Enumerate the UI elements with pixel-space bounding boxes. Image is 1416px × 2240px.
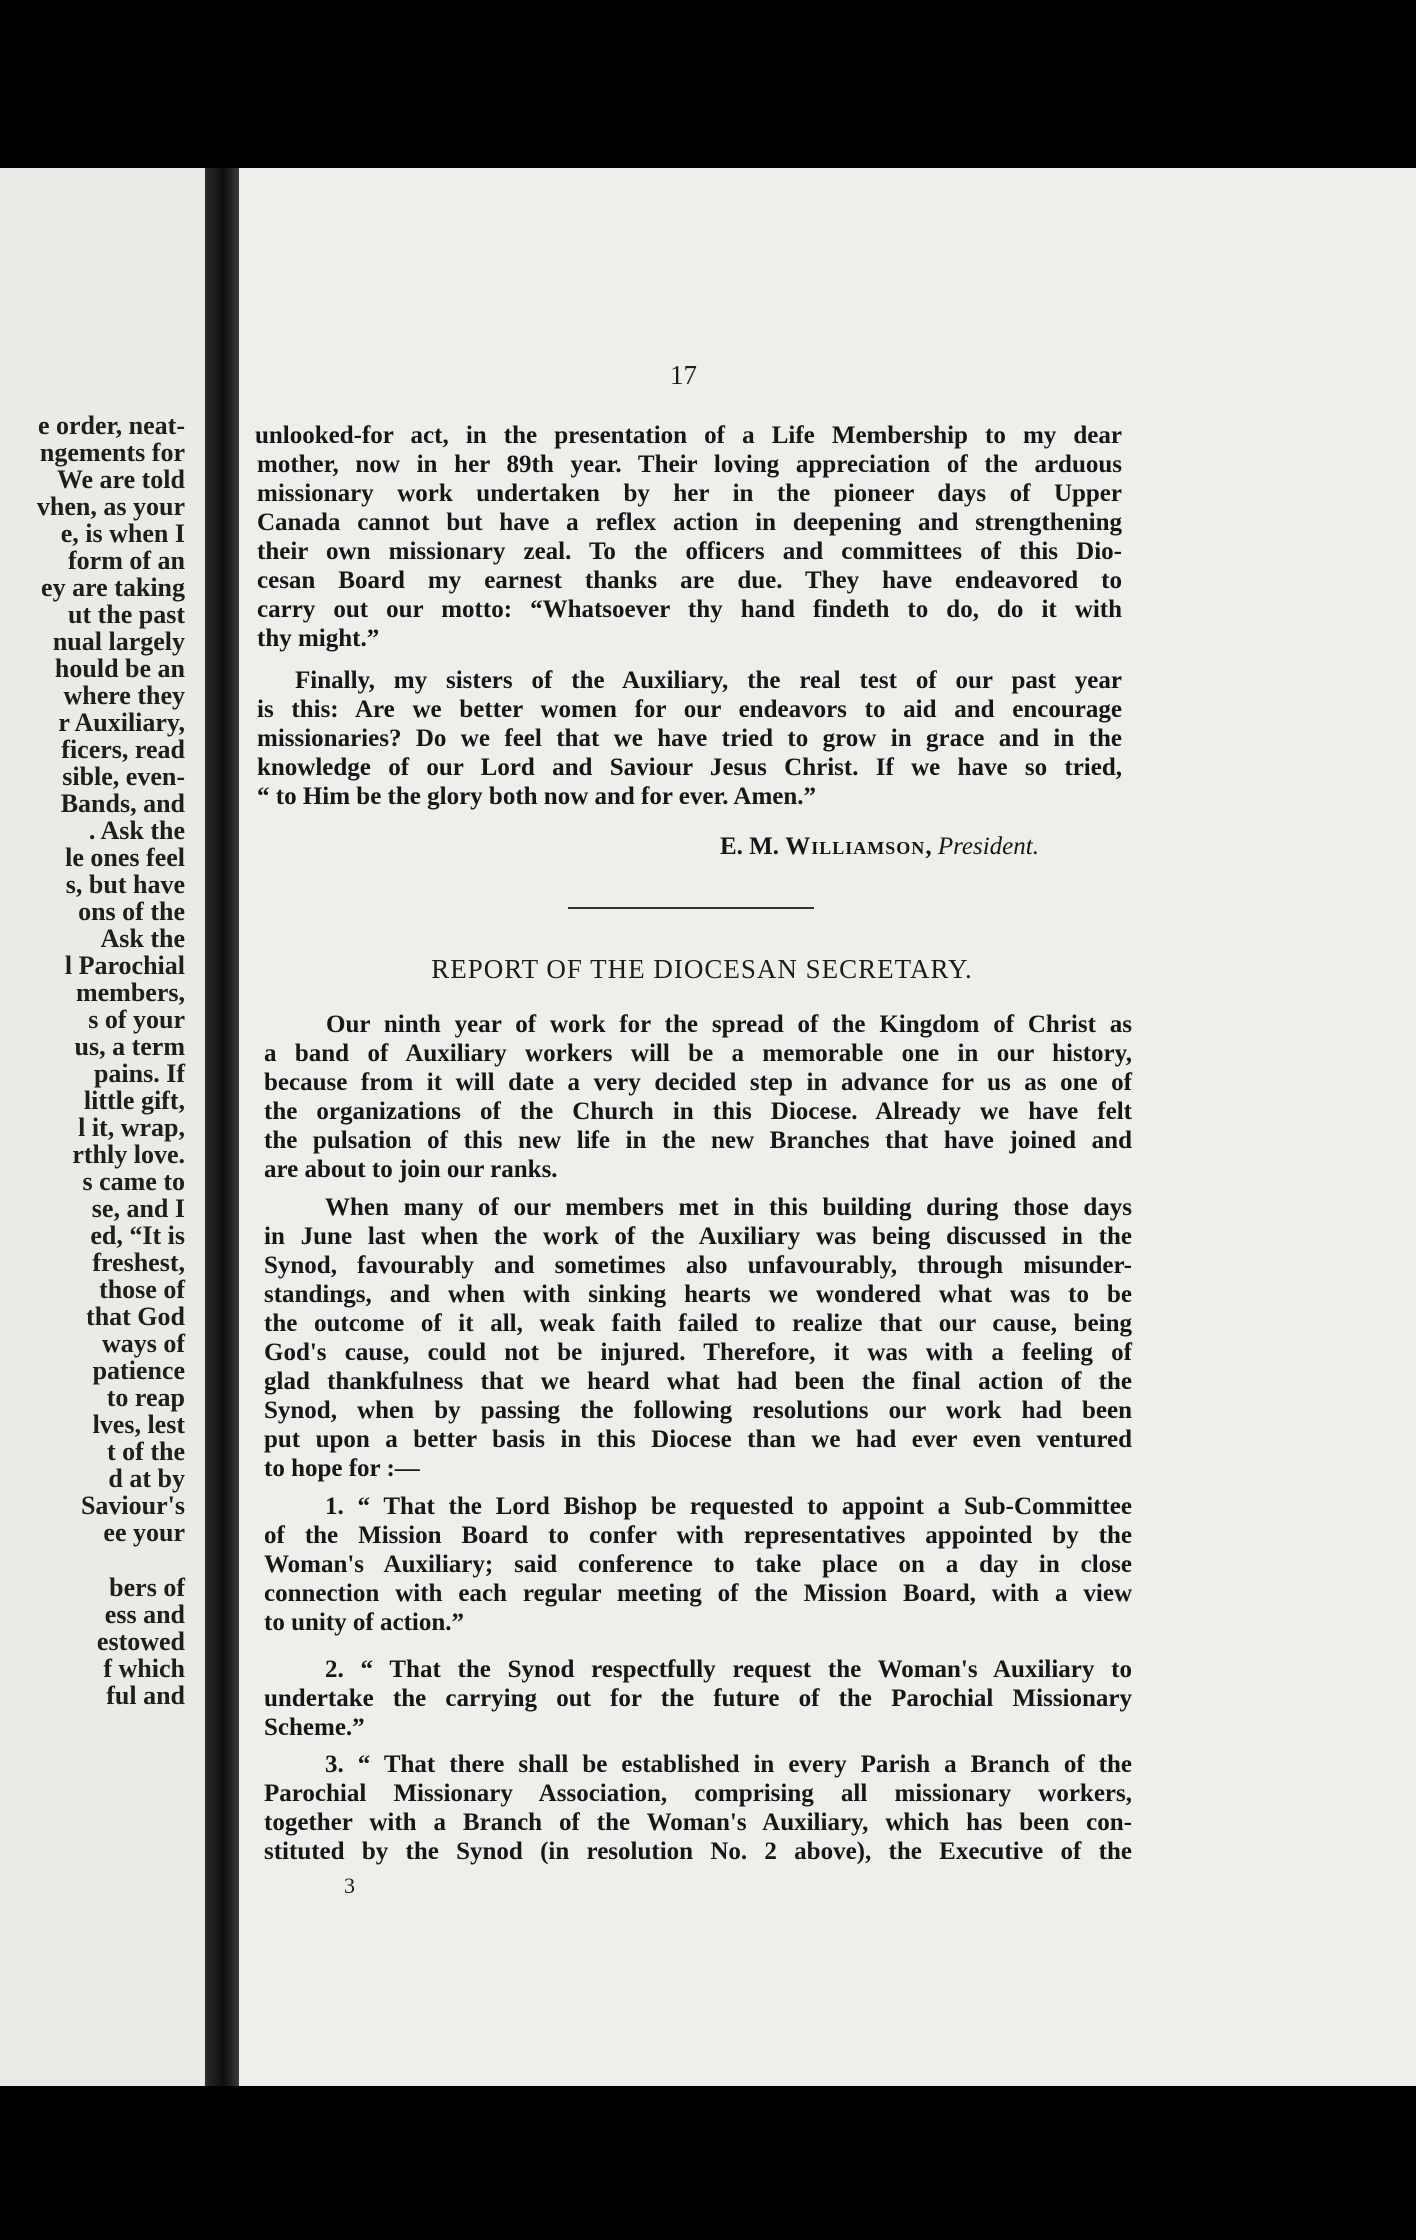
paragraph-line: carry out our motto: “Whatsoever thy hand findeth to do, do it with <box>257 596 1122 623</box>
paragraph-line: Our ninth year of work for the spread of the Kingdom of Christ as <box>326 1011 1132 1038</box>
left-page-line: s came to <box>82 1167 185 1196</box>
section-heading: REPORT OF THE DIOCESAN SECRETARY. <box>431 954 973 984</box>
left-page-line: ngements for <box>39 438 185 467</box>
left-page-line: se, and I <box>91 1194 185 1223</box>
paragraph-line: Synod, favourably and sometimes also unfavourably, through misunder- <box>264 1252 1132 1279</box>
signature-title: President. <box>937 833 1039 860</box>
section-divider <box>568 907 814 909</box>
left-page-line: t of the <box>107 1437 185 1466</box>
signature-mark: 3 <box>344 1873 355 1898</box>
left-page-line: s of your <box>88 1005 185 1034</box>
resolution-line: of the Mission Board to confer with representatives appointed by the <box>264 1522 1132 1549</box>
left-page-line: Saviour's <box>80 1491 185 1520</box>
left-page-line: ful and <box>106 1681 185 1710</box>
resolution-line: Woman's Auxiliary; said conference to take place on a day in close <box>264 1551 1132 1578</box>
left-page-line: ways of <box>101 1329 185 1358</box>
left-page-line: where they <box>63 681 185 710</box>
left-page-line: little gift, <box>83 1086 185 1115</box>
paragraph-line: is this: Are we better women for our endeavors to aid and encourage <box>257 696 1122 723</box>
left-page-line: f which <box>103 1654 185 1683</box>
paragraph-line: Canada cannot but have a reflex action in deepening and strengthening <box>257 509 1122 536</box>
left-page-line: ed, “It is <box>90 1221 185 1250</box>
paragraph-line: knowledge of our Lord and Saviour Jesus Christ. If we have so tried, <box>257 754 1122 781</box>
paragraph-line: thy might.” <box>257 625 380 652</box>
paragraph-line: When many of our members met in this building during those days <box>325 1194 1132 1221</box>
facing-page-fragment <box>0 168 205 2086</box>
paragraph-line: in June last when the work of the Auxiliary was being discussed in the <box>264 1223 1132 1250</box>
paragraph-line: “ to Him be the glory both now and for ever. Amen.” <box>257 783 817 810</box>
book-gutter <box>205 168 239 2086</box>
paragraph-line: the organizations of the Church in this Diocese. Already we have felt <box>264 1098 1132 1125</box>
left-page-line: l it, wrap, <box>78 1113 185 1142</box>
left-page-line: We are told <box>56 465 185 494</box>
left-page-line: form of an <box>68 546 185 575</box>
left-page-line: sible, even- <box>62 762 185 791</box>
left-page-line: lves, lest <box>92 1410 185 1439</box>
resolution-line: 2. “ That the Synod respectfully request the Woman's Auxiliary to <box>325 1656 1132 1683</box>
left-page-line: nual largely <box>52 627 185 656</box>
paragraph-line: Finally, my sisters of the Auxiliary, the real test of our past year <box>295 667 1122 694</box>
paragraph-line: missionary work undertaken by her in the pioneer days of Upper <box>257 480 1122 507</box>
paragraph-line: the pulsation of this new life in the new Branches that have joined and <box>264 1127 1132 1154</box>
left-page-line: that God <box>86 1302 185 1331</box>
resolution-line: undertake the carrying out for the future of the Parochial Missionary <box>264 1685 1132 1712</box>
paragraph-line: are about to join our ranks. <box>264 1156 558 1183</box>
resolution-line: together with a Branch of the Woman's Auxiliary, which has been con- <box>264 1809 1132 1836</box>
left-page-line: rthly love. <box>72 1140 185 1169</box>
left-page-line: pains. If <box>93 1059 185 1088</box>
paragraph-line: missionaries? Do we feel that we have tried to grow in grace and in the <box>257 725 1122 752</box>
left-page-line: bers of <box>109 1573 185 1602</box>
paragraph-line: cesan Board my earnest thanks are due. They have endeavored to <box>257 567 1122 594</box>
left-page-line: r Auxiliary, <box>58 708 185 737</box>
paragraph-line: standings, and when with sinking hearts we wondered what was to be <box>264 1281 1132 1308</box>
left-page-line: ons of the <box>78 897 185 926</box>
left-page-line: ut the past <box>67 600 185 629</box>
left-page-line: Ask the <box>100 924 185 953</box>
left-page-line: us, a term <box>74 1032 185 1061</box>
left-page-line: vhen, as your <box>36 492 185 521</box>
paragraph-line: their own missionary zeal. To the officers and committees of this Dio- <box>257 538 1122 565</box>
left-page-line: e, is when I <box>60 519 185 548</box>
left-page-line: le ones feel <box>65 843 185 872</box>
left-page-line: ess and <box>104 1600 185 1629</box>
paragraph-line: unlooked-for act, in the presentation of a Life Membership to my dear <box>255 422 1122 449</box>
resolution-line: Parochial Missionary Association, comprising all missionary workers, <box>264 1780 1132 1807</box>
paragraph-line: the outcome of it all, weak faith failed to realize that our cause, being <box>264 1310 1132 1337</box>
left-page-line: Bands, and <box>60 789 185 818</box>
paragraph-line: to hope for :— <box>264 1455 420 1482</box>
paragraph-line: because from it will date a very decided step in advance for us as one of <box>264 1069 1132 1096</box>
signature-name: Williamson <box>785 833 926 860</box>
paragraph-line: glad thankfulness that we heard what had been the final action of the <box>264 1368 1132 1395</box>
left-page-line: freshest, <box>92 1248 185 1277</box>
paragraph-line: a band of Auxiliary workers will be a memorable one in our history, <box>264 1040 1132 1067</box>
signature-initials: E. M. <box>720 833 780 860</box>
paragraph-line: God's cause, could not be injured. Therefore, it was with a feeling of <box>264 1339 1132 1366</box>
page-number: 17 <box>670 360 697 390</box>
paragraph-line: put upon a better basis in this Diocese than we had ever even ventured <box>264 1426 1132 1453</box>
paragraph-line: Synod, when by passing the following resolutions our work had been <box>264 1397 1132 1424</box>
left-page-line: estowed <box>96 1627 185 1656</box>
resolution-line: Scheme.” <box>264 1714 365 1741</box>
scan-border-bottom <box>0 2086 1416 2240</box>
resolution-line: 1. “ That the Lord Bishop be requested to appoint a Sub-Committee <box>325 1493 1132 1520</box>
resolution-line: 3. “ That there shall be established in every Parish a Branch of the <box>325 1751 1132 1778</box>
left-page-line: e order, neat- <box>37 411 185 440</box>
left-page-line: ee your <box>103 1518 185 1547</box>
left-page-line: l Parochial <box>64 951 185 980</box>
left-page-line: those of <box>99 1275 185 1304</box>
scan-border-top <box>0 0 1416 168</box>
left-page-line: to reap <box>106 1383 185 1412</box>
resolution-line: connection with each regular meeting of the Mission Board, with a view <box>264 1580 1132 1607</box>
left-page-line: d at by <box>108 1464 185 1493</box>
left-page-line: members, <box>75 978 185 1007</box>
left-page-line: ficers, read <box>61 735 185 764</box>
paragraph-line: mother, now in her 89th year. Their loving appreciation of the arduous <box>257 451 1122 478</box>
resolution-line: stituted by the Synod (in resolution No. 2 above), the Executive of the <box>264 1838 1132 1865</box>
left-page-line: patience <box>92 1356 185 1385</box>
resolution-line: to unity of action.” <box>264 1609 464 1636</box>
left-page-line: . Ask the <box>88 816 185 845</box>
left-page-line: hould be an <box>54 654 185 683</box>
left-page-line: s, but have <box>65 870 185 899</box>
signature: E. M. Williamson, President. <box>720 833 1039 860</box>
left-page-line: ey are taking <box>41 573 185 602</box>
